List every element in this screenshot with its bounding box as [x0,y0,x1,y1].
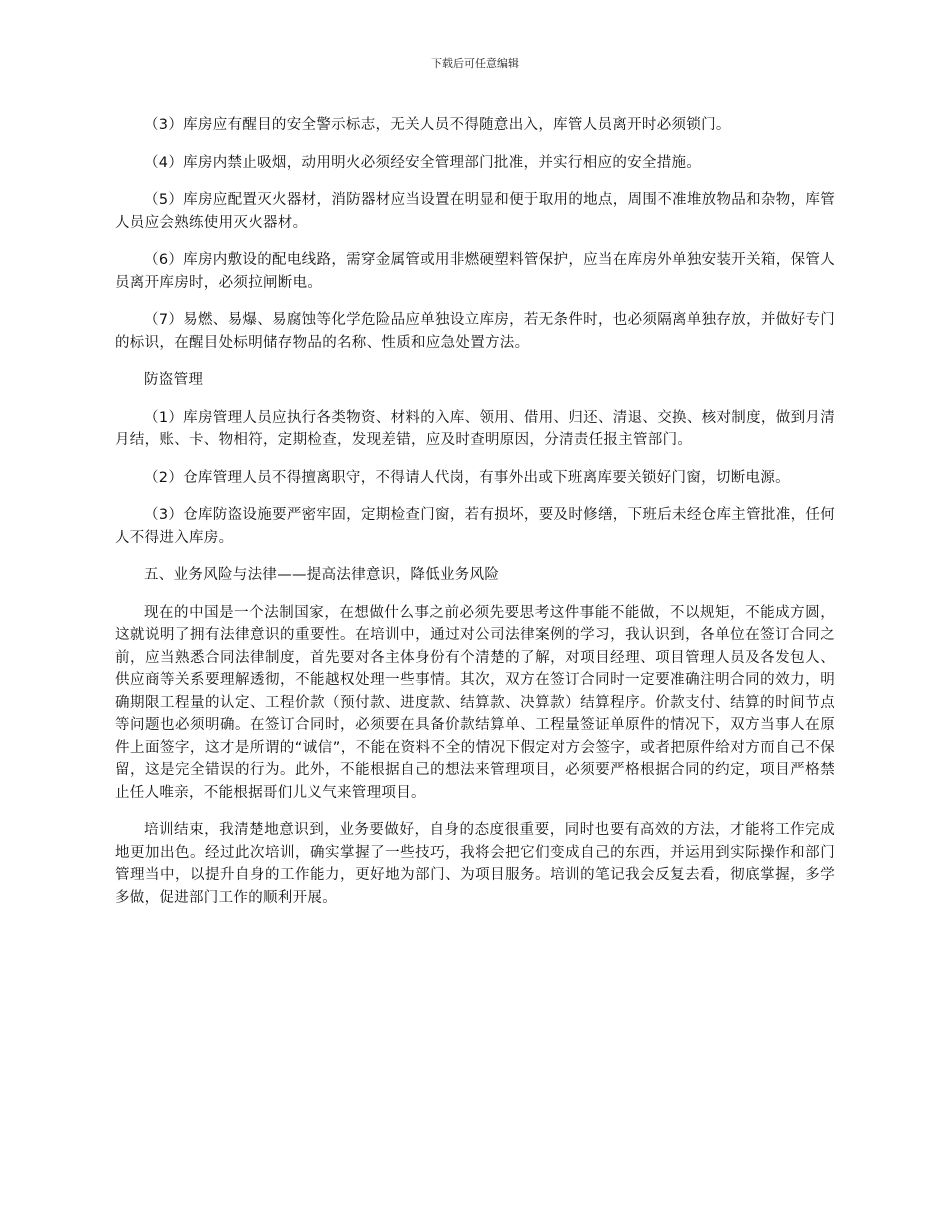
paragraph-inventory-procedures: （1）库房管理人员应执行各类物资、材料的入库、领用、借用、归还、清退、交换、核对制度，做到月清月结，账、卡、物相符，定期检查，发现差错，应及时查明原因，分清责任报主管部门。 [115,409,835,448]
page-header-note: 下载后可任意编辑 [431,57,519,70]
document-body [115,114,835,924]
section-heading-theft-prevention: 防盗管理 [144,372,204,388]
paragraph-no-smoking: （4）库房内禁止吸烟，动用明火必须经安全管理部门批准，并实行相应的安全措施。 [144,154,702,171]
paragraph-wiring: （6）库房内敷设的配电线路，需穿金属管或用非燃硬塑料管保护，应当在库房外单独安装开关箱，保管人员离开库房时，必须拉闸断电。 [115,252,835,291]
paragraph-fire-warning-signs: （3）库房应有醒目的安全警示标志，无关人员不得随意出入，库管人员离开时必须锁门。 [144,117,731,133]
paragraph-training-conclusion: 培训结束，我清楚地意识到，业务要做好，自身的态度很重要，同时也要有高效的方法，才能将工作完成地更加出色。经过此次培训，确实掌握了一些技巧，我将会把它们变成自己的东西，并运用到实际操作和部门管理当中，以提升自身的工作能力，更好地为部门、为项目服务。培训的笔记我会反复去看，彻底掌握，多学多做，促进部门工作的顺利开展。 [115,822,835,906]
paragraph-staff-duty: （2）仓库管理人员不得擅离职守，不得请人代岗，有事外出或下班离库要关锁好门窗，切断电源。 [144,469,790,486]
paragraph-fire-extinguishers: （5）库房应配置灭火器材，消防器材应当设置在明显和便于取用的地点，周围不准堆放物品和杂物，库管人员应会熟练使用灭火器材。 [115,192,835,231]
paragraph-hazardous-materials: （7）易燃、易爆、易腐蚀等化学危险品应单独设立库房，若无条件时，也必须隔离单独存放，并做好专门的标识，在醒目处标明储存物品的名称、性质和应急处置方法。 [115,312,835,351]
section-heading-business-risk-law: 五、业务风险与法律——提高法律意识，降低业务风险 [144,567,500,583]
paragraph-security-facilities: （3）仓库防盗设施要严密牢固，定期检查门窗，若有损坏，要及时修缮，下班后未经仓库主管批准，任何人不得进入库房。 [115,507,835,546]
paragraph-legal-awareness: 现在的中国是一个法制国家，在想做什么事之前必须先要思考这件事能不能做，不以规矩，不能成方圆，这就说明了拥有法律意识的重要性。在培训中，通过对公司法律案例的学习，我认识到，各单位在签订合同之前，应当熟悉合同法律制度，首先要对各主体身份有个清楚的了解，对项目经理、项目管理人员及各发包人、供应商等关系要理解透彻，不能越权处理一些事情。其次，双方在签订合同时一定要准确注明合同的效力，明确期限工程量的认定、工程价款（预付款、进度款、结算款、决算款）结算程序。价款支付、结算的时间节点等问题也必须明确。在签订合同时，必须要在具备价款结算单、工程量签证单原件的情况下，双方当事人在原件上面签字，这才是所谓的“诚信”，不能在资料不全的情况下假定对方会签字，或者把原件给对方而自己不保留，这是完全错误的行为。此外，不能根据自己的想法来管理项目，必须要严格根据合同的约定，项目严格禁止任人唯亲，不能根据哥们儿义气来管理项目。 [115,604,835,801]
